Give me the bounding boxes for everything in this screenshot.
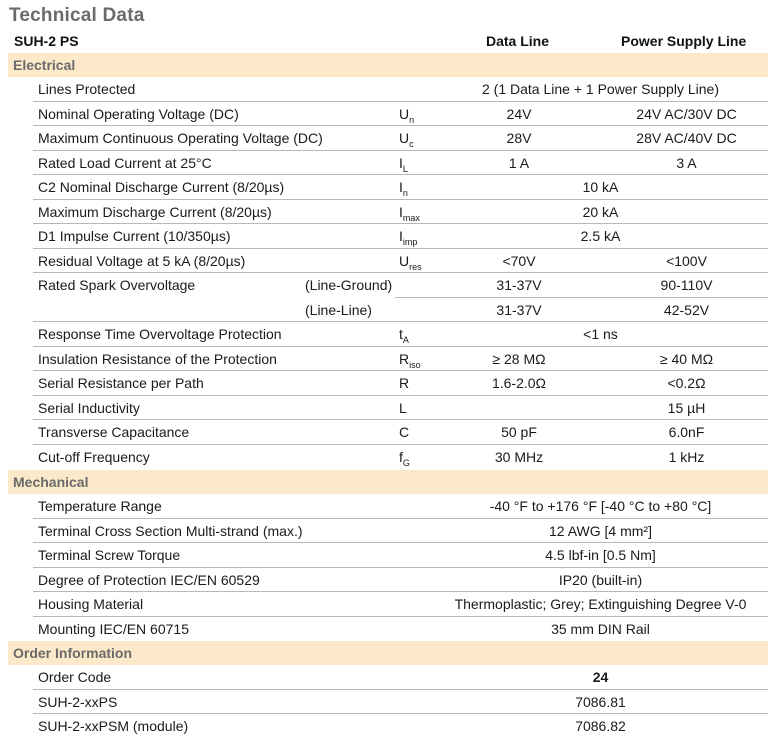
symbol [399,375,409,391]
value: 24 [592,669,609,685]
table-row [33,420,768,445]
symbol-subscript: n [409,114,415,125]
power-line-value: 15 µH [667,399,706,416]
table-row [33,396,768,421]
table-row [33,690,768,715]
value: 7086.81 [575,693,626,710]
row-label: Degree of Protection IEC/EN 60529 [38,571,260,588]
row-divider [395,297,768,298]
symbol-letter: I [399,203,403,220]
data-line-value: 28V [506,130,532,146]
table-row [33,592,768,617]
symbol-letter: U [399,105,410,122]
table-row [33,249,768,274]
row-label: Serial Resistance per Path [38,375,204,391]
symbol-subscript: max [402,212,420,223]
model-header: SUH-2 PS [14,33,79,49]
power-line-value: 3 A [676,154,697,171]
row-label: SUH-2-xxPSM (module) [38,718,189,734]
row-label: Rated Spark Overvoltage [38,277,196,293]
table-row [33,519,768,544]
symbol [399,130,414,149]
table-row [33,151,768,176]
row-label: Maximum Discharge Current (8/20µs) [38,203,272,220]
symbol-subscript: c [409,138,414,149]
power-line-value: ≥ 40 MΩ [659,350,714,367]
symbol [399,449,410,468]
value: 4.5 lbf-in [0.5 Nm] [545,547,656,563]
symbol-subscript: imp [402,236,418,247]
row-label: Terminal Screw Torque [38,547,181,563]
power-line-value: 90-110V [660,277,713,293]
table-row [33,568,768,593]
row-label: Cut-off Frequency [38,448,150,465]
symbol-letter: f [399,448,403,465]
row-label: Terminal Cross Section Multi-strand (max.) [38,522,303,539]
value: 7086.82 [575,718,626,734]
symbol-letter: I [399,179,403,195]
section-label: Order Information [13,645,133,661]
data-line-value: 24V [506,105,532,122]
table-row [33,617,768,642]
symbol-letter: I [399,228,403,244]
row-label: Lines Protected [38,81,136,97]
data-line-header: Data Line [486,33,550,49]
data-line-value: 31-37V [496,301,542,318]
data-line-value: ≥ 28 MΩ [492,350,546,367]
row-qualifier: (Line-Line) [305,301,372,318]
symbol-letter: R [399,375,410,391]
table-row [33,445,768,470]
symbol [399,204,420,223]
power-line-value: 6.0nF [668,424,705,440]
row-label: Serial Inductivity [38,399,140,416]
symbol-letter: I [399,154,403,171]
symbol [399,179,408,198]
power-line-value: 1 kHz [668,448,705,465]
value: <1 ns [583,326,618,342]
value: 10 kA [582,179,619,195]
symbol-subscript: iso [409,359,421,370]
section-order-information [8,641,768,665]
row-label: Maximum Continuous Operating Voltage (DC) [38,130,323,146]
symbol [399,106,414,125]
power-line-value: <100V [666,252,707,269]
row-label: Mounting IEC/EN 60715 [38,620,189,637]
symbol-letter: C [399,424,410,440]
symbol-letter: R [399,350,410,367]
symbol [399,400,407,416]
table-row [33,714,768,739]
symbol [399,326,409,345]
table-row [33,102,768,127]
power-line-value: 24V AC/30V DC [636,105,737,122]
section-mechanical [8,470,768,494]
symbol-letter: t [399,326,403,342]
value: 12 AWG [4 mm²] [549,522,652,539]
power-line-value: 28V AC/40V DC [636,130,737,146]
table-row [33,175,768,200]
row-qualifier: (Line-Ground) [305,277,393,293]
section-label: Mechanical [13,474,89,490]
table-row [33,273,768,298]
symbol [399,228,417,247]
table-row [33,371,768,396]
value: IP20 (built-in) [558,571,643,588]
symbol [399,424,409,440]
power-line-value: <0.2Ω [667,375,706,391]
data-line-value: 1 A [508,154,530,171]
symbol-letter: L [399,399,407,416]
table-row [33,665,768,690]
power-line-header: Power Supply Line [621,33,747,49]
symbol [399,253,422,272]
section-label: Electrical [13,57,76,73]
row-label: Temperature Range [38,498,162,514]
page-title: Technical Data [9,5,145,26]
table-row [33,347,768,372]
symbol-subscript: A [402,334,409,345]
symbol-subscript: G [402,457,410,468]
symbol-subscript: L [402,163,408,174]
value: 35 mm DIN Rail [551,620,650,637]
row-label: Transverse Capacitance [38,424,190,440]
table-row [33,494,768,519]
row-label: Order Code [38,669,112,685]
table-row [33,322,768,347]
symbol-subscript: res [409,261,422,272]
row-label: C2 Nominal Discharge Current (8/20µs) [38,179,285,195]
data-line-value: 30 MHz [494,448,544,465]
row-label: Response Time Overvoltage Protection [38,326,282,342]
row-label: SUH-2-xxPS [38,693,118,710]
row-label: Nominal Operating Voltage (DC) [38,105,239,122]
symbol-letter: U [399,252,410,269]
row-label: D1 Impulse Current (10/350µs) [38,228,231,244]
value: 2.5 kA [580,228,621,244]
symbol-subscript: n [402,187,408,198]
symbol-letter: U [399,130,410,146]
row-label: Housing Material [38,596,144,612]
row-label: Residual Voltage at 5 kA (8/20µs) [38,252,246,269]
value: 20 kA [582,203,619,220]
value: 2 (1 Data Line + 1 Power Supply Line) [482,81,719,97]
table-row [33,543,768,568]
table-row [33,200,768,225]
power-line-value: 42-52V [663,301,710,318]
table-row [33,298,768,323]
table-row [33,77,768,102]
row-label: Insulation Resistance of the Protection [38,350,277,367]
data-line-value: 31-37V [496,277,542,293]
symbol [399,351,421,370]
table-row [33,224,768,249]
row-label: Rated Load Current at 25°C [38,154,212,171]
value: Thermoplastic; Grey; Extinguishing Degree V-0 [454,596,747,612]
symbol [399,155,408,174]
data-line-value: 50 pF [501,424,537,440]
value: -40 °F to +176 °F [-40 °C to +80 °C] [489,498,712,514]
data-line-value: <70V [502,252,536,269]
data-line-value: 1.6-2.0Ω [491,375,547,391]
section-electrical [8,53,768,77]
table-row [33,126,768,151]
